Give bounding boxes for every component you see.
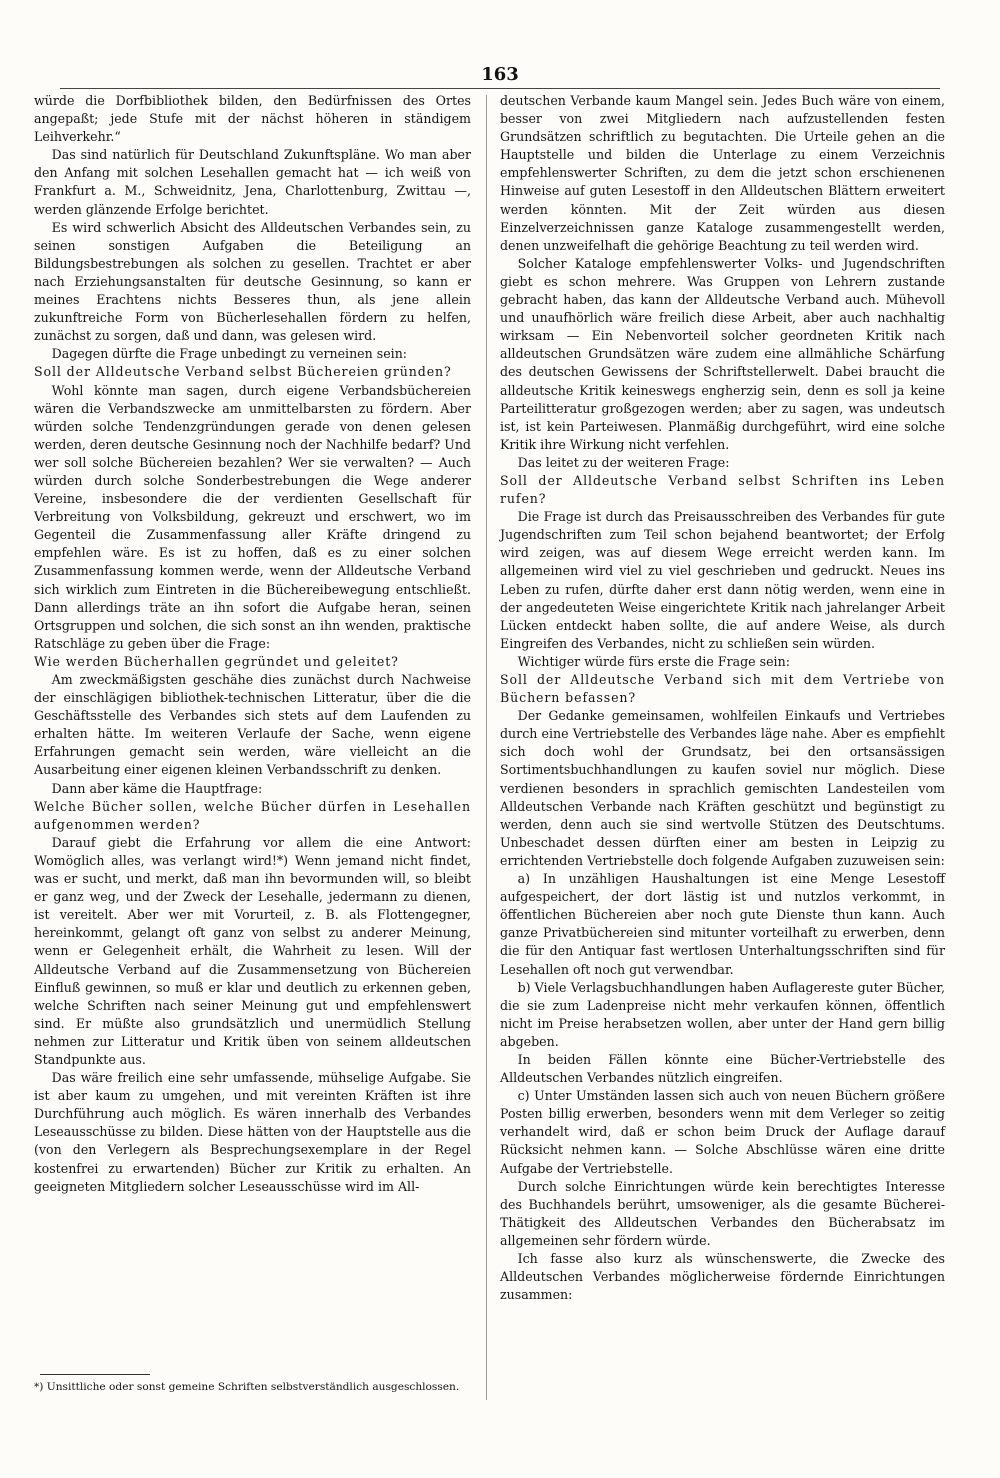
paragraph: würde die Dorfbibliothek bilden, den Bedürfnissen des Ortes angepaßt; jede Stufe mit der nächst höheren in ständigem Leihverkehr.“ (34, 93, 471, 145)
paragraph: Das leitet zu der weiteren Frage: (517, 454, 730, 470)
question-heading: Soll der Alldeutsche Verband selbst Büchereien gründen? (34, 364, 452, 380)
paragraph: Es wird schwerlich Absicht des Alldeutschen Verbandes sein, zu seinen sonstigen Aufgaben die Beteiligung an Bildungsbestrebungen als solchen zu gesellen. Trachtet er aber nach Erziehungsanstalten für deutsche Gesinnung, so kann er meines Erachtens nichts Besseres thun, als jene allein zukunftreiche Form von Bücherlesehallen fördern zu helfen, zunächst zu sorgen, daß und dann, was gelesen wird. (34, 219, 471, 344)
paragraph: Das sind natürlich für Deutschland Zukunftspläne. Wo man aber den Anfang mit solchen Lesehallen gemacht hat — ich weiß von Frankfurt a. M., Schweidnitz, Jena, Charlottenburg, Zwittau —, werden glänzende Erfolge berichtet. (34, 147, 471, 217)
footnote-rule (40, 1374, 150, 1375)
paragraph: Das wäre freilich eine sehr umfassende, mühselige Aufgabe. Sie ist aber kaum zu umgehen, und mit vereinten Kräften ist ihre Durchführung auch möglich. Es wären innerhalb des Verbandes Leseausschüsse zu bilden. Diese hätten von der Hauptstelle aus die (von den Verlegern als Besprechungsexemplare in der Regel kostenfrei zu erwartenden) Bücher zur Kritik zu erhalten. An geeigneten Mitgliedern solcher Leseausschüsse wird im All- (34, 1070, 471, 1194)
list-item: a) In unzähligen Haushaltungen ist eine Menge Lesestoff aufgespeichert, der dort lästig ist und nutzlos verkommt, in öffentlichen Büchereien aber noch gute Dienste thun kann. Auch ganze Privatbüchereien sind mitunter vorteilhaft zu erwerben, denn die für den Antiquar fast wertlosen Unterhaltungsschriften sind für Lesehallen oft noch gut verwendbar. (500, 871, 945, 977)
question-heading: Wie werden Bücherhallen gegründet und geleitet? (34, 653, 399, 669)
column-divider (486, 95, 487, 1400)
paragraph: Dann aber käme die Hauptfrage: (51, 780, 263, 796)
footnote: *) Unsittliche oder sonst gemeine Schriften selbstverständlich ausgeschlossen. (34, 1381, 460, 1393)
paragraph: Ich fasse also kurz als wünschenswerte, die Zwecke des Alldeutschen Verbandes möglicherweise fördernde Einrichtungen zusammen: (500, 1251, 945, 1303)
paragraph: In beiden Fällen könnte eine Bücher-Vertriebstelle des Alldeutschen Verbandes nützlich eingreifen. (500, 1051, 945, 1086)
paragraph: Wichtiger würde fürs erste die Frage sein: (517, 653, 790, 669)
left-column (34, 92, 471, 1196)
paragraph: Durch solche Einrichtungen würde kein berechtigtes Interesse des Buchhandels berührt, umsoweniger, als die gesamte Bücherei-Thätigkeit des Alldeutschen Verbandes den Bücherabsatz im allgemeinen sehr fördern würde. (500, 1178, 945, 1248)
paragraph: Wohl könnte man sagen, durch eigene Verbandsbüchereien wären die Verbandszwecke am unmittelbarsten zu fördern. Aber würden solche Tendenzgründungen gerade von denen gelesen werden, deren deutsche Gesinnung noch der Nachhilfe bedarf? Und wer soll solche Büchereien bezahlen? Wer sie verwalten? — Auch würden durch solche Sonderbestrebungen die Wege anderer Vereine, insbesondere die der verdienten Gesellschaft für Verbreitung von Volksbildung, gekreuzt und erschwert, wo im Gegenteil die Zusammenfassung aller Kräfte dringend zu empfehlen wäre. Es ist zu hoffen, daß es zu einer solchen Zusammenfassung kommen werde, wenn der Alldeutsche Verband sich wirklich zum Eintreten in die Büchereibewegung entschließt. Dann allerdings träte an ihn sofort die Aufgabe heran, seinen Ortsgruppen und solchen, die sich sonst an ihn wenden, praktische Ratschläge zu geben über die Frage: (34, 382, 471, 651)
paragraph: Dagegen dürfte die Frage unbedingt zu verneinen sein: (51, 346, 408, 362)
right-column (500, 92, 945, 1304)
question-heading: Welche Bücher sollen, welche Bücher dürfen in Lesehallen aufgenommen werden? (34, 798, 471, 832)
paragraph: Die Frage ist durch das Preisausschreiben des Verbandes für gute Jugendschriften zum Teil schon bejahend beantwortet; der Erfolg wird zeigen, was auf diesem Wege erreicht werden kann. Im allgemeinen wird viel zu viel geschrieben und gedruckt. Neues ins Leben zu rufen, dürfte daher erst dann nötig werden, wenn eine in der angedeuteten Weise eingerichtete Kritik nach jahrelanger Arbeit Lücken entdeckt haben sollte, die auf andere Weise, als durch Eingreifen des Verbandes, nicht zu schließen sein würden. (500, 509, 945, 651)
list-item: c) Unter Umständen lassen sich auch von neuen Büchern größere Posten billig erwerben, besonders wenn mit dem Verleger so zeitig verhandelt wird, daß er schon beim Druck der Auflage darauf Rücksicht nehmen kann. — Solche Abschlüsse wären eine dritte Aufgabe der Vertriebstelle. (500, 1088, 945, 1176)
paragraph: Der Gedanke gemeinsamen, wohlfeilen Einkaufs und Vertriebes durch eine Vertriebstelle des Verbandes läge nahe. Aber es empfiehlt sich doch wohl der Grundsatz, bei den ortsansässigen Sortimentsbuchhandlungen zu kaufen soviel nur möglich. Diese verdienen besonders in sprachlich gemischten Landesteilen vom Alldeutschen Verbande nach Kräften geschützt und begünstigt zu werden, denn auch sie sind wertvolle Stützen des Deutschtums. Unbeschadet dessen dürften einer am besten in Leipzig zu errichtenden Vertriebstelle doch folgende Aufgaben zuzuweisen sein: (500, 708, 945, 868)
paragraph: Darauf giebt die Erfahrung vor allem die eine Antwort: Womöglich alles, was verlangt wird!*) Wenn jemand nicht findet, was er sucht, und merkt, daß man ihn bevormunden will, so bleibt er ganz weg, und der Zweck der Lesehalle, jedermann zu dienen, ist vereitelt. Aber wer mit Vorurteil, z. B. als Flottengegner, hereinkommt, gelangt oft ganz von selbst zu anderer Meinung, wenn er Gelegenheit erhält, die Wahrheit zu lesen. Will der Alldeutsche Verband auf die Zusammensetzung von Büchereien Einfluß gewinnen, so muß er klar und deutlich zu erkennen geben, welche Schriften nach seiner Meinung gut und empfehlenswert sind. Er müßte also grundsätzlich und unermüdlich Stellung nehmen zur Litteratur und Kritik üben von seinem alldeutschen Standpunkte aus. (34, 834, 471, 1067)
paragraph: Solcher Kataloge empfehlenswerter Volks- und Jugendschriften giebt es schon mehrere. Was Gruppen von Lehrern zustande gebracht haben, das kann der Alldeutsche Verband auch. Mühevoll und unaufhörlich wäre freilich diese Arbeit, aber auch nachhaltig wirksam — Ein Nebenvorteil solcher geordneten Kritik nach alldeutschen Grundsätzen wäre zudem eine allmähliche Schärfung des deutschen Gewissens der Schriftstellerwelt. Dabei braucht die alldeutsche Kritik keineswegs engherzig sein, denn es soll ja keine Parteilitteratur großgezogen werden; aber zu sagen, was undeutsch ist, ist kein Parteiwesen. Planmäßig durchgeführt, wird eine solche Kritik ihre Wirkung nicht verfehlen. (500, 255, 945, 452)
paragraph: deutschen Verbande kaum Mangel sein. Jedes Buch wäre von einem, besser von zwei Mitgliedern nach aufzustellenden festen Grundsätzen schriftlich zu begutachten. Die Urteile gehen an die Hauptstelle und bilden die Unterlage zu einem Verzeichnis empfehlenswerter Schriften, zu dem die jetzt schon erschienenen Hinweise auf guten Lesestoff in den Alldeutschen Blättern erweitert werden könnten. Mit der Zeit würden aus diesen Einzelverzeichnissen ganze Kataloge zusammengestellt werden, denen unzweifelhaft die gehörige Beachtung zu teil werden wird. (500, 93, 945, 253)
list-item: b) Viele Verlagsbuchhandlungen haben Auflagereste guter Bücher, die sie zum Ladenpreise nicht mehr verkaufen können, öffentlich nicht im Preise herabsetzen wollen, aber unter der Hand gern billig abgeben. (500, 979, 945, 1049)
paragraph: Am zweckmäßigsten geschähe dies zunächst durch Nachweise der einschlägigen bibliothek-technischen Litteratur, über die die Geschäftsstelle des Verbandes sich stets auf dem Laufenden zu erhalten hätte. Im weiteren Verlaufe der Sache, wenn eigene Erfahrungen gemacht sein werden, wäre vielleicht an die Ausarbeitung einer eigenen kleinen Verbandsschrift zu denken. (34, 672, 471, 778)
question-heading: Soll der Alldeutsche Verband selbst Schriften ins Leben rufen? (500, 472, 945, 507)
page-number: 163 (481, 64, 519, 85)
question-heading: Soll der Alldeutsche Verband sich mit dem Vertriebe von Büchern befassen? (500, 672, 945, 706)
header-rule (60, 88, 940, 89)
